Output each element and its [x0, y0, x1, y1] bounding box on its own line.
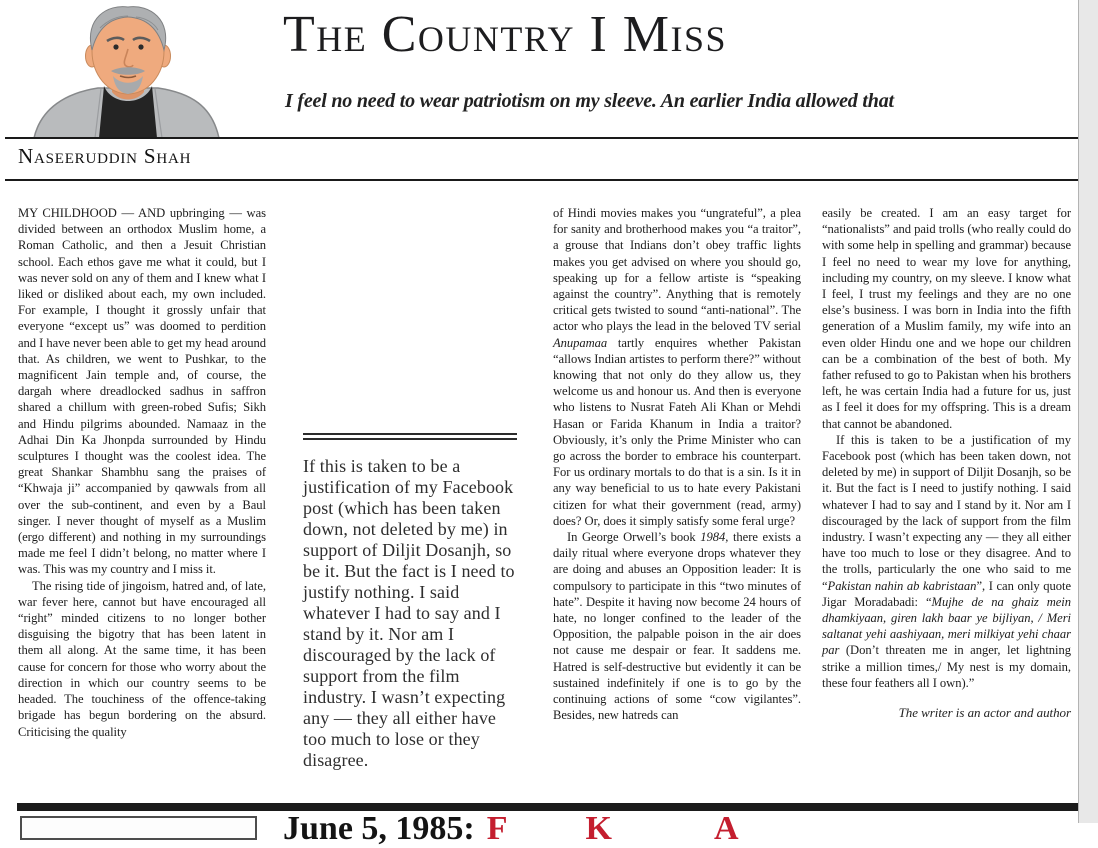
headline-fragment: A	[713, 810, 739, 847]
headline-fragment: F	[486, 810, 508, 847]
pull-quote-rule-top	[303, 433, 517, 435]
rule-under-portrait	[5, 137, 1078, 139]
paragraph: of Hindi movies makes you “ungrateful”, a plea for sanity and brotherhood makes you “a traitor”, a grouse that Indians don’t obey traffic lights makes you get advised on where you should go, speaking up for a fellow artiste is “speaking against the country”. Anything that is remotely critical gets twisted to sound “anti-national”. The actor who plays the lead in the beloved TV serial Anupamaa tartly enquires whether Pakistan “allows Indian artistes to perform there?” without knowing that not only do they allow us, they welcome us and honour us. And then is everyone who listens to Nusrat Fateh Ali Khan or Mehdi Hasan or Farida Khanum in India a traitor? Obviously, it’s only the Prime Minister who can go across the border to embrace his counterpart. For us ordinary mortals to do that is a sin. Is it in any way beneficial to us to hate every Pakistani citizen for what their government (read, army) does? Or, does it simply satisfy some feral urge?	[553, 206, 801, 528]
writer-credit: The writer is an actor and author	[898, 705, 1071, 721]
pull-quote-text: If this is taken to be a justification of my Facebook post (which has been taken down, not deleted by me) in support of Diljit Dosanjh, so be it. But the fact is I need to justify nothing. I said whatever I had to say and I stand by it. Nor am I discouraged by the lack of support from the film industry. I wasn’t expecting any — they all either have too much to lose or they disagree.	[303, 456, 515, 770]
pull-quote-block	[303, 433, 517, 771]
headline-fragment: K	[585, 810, 612, 847]
paragraph: If this is taken to be a justification of my Facebook post (which has been taken down, not deleted by me) in support of Diljit Dosanjh, so be it. But the fact is I need to justify nothing. I said whatever I had to say and I stand by it. Nor am I discouraged by the lack of support from the film industry. I wasn’t expecting any — they all either have too much to lose or they disagree. And to the trolls, particularly the one who said to me “Pakistan nahin ab kabristaan”, I can only quote Jigar Moradabadi: “Mujhe de na ghaiz mein dhamkiyaan, giren lakh baar ye bijliyan, / Meri saltanat yehi aashiyaan, meri milkiyat yehi chaar par (Don’t threaten me in anger, let lightning strike a million times,/ My nest is my domain, these four feathers all I own).”	[822, 432, 1072, 690]
paragraph: The rising tide of jingoism, hatred and, of late, war fever here, cannot but have encouraged all “right” minded citizens to no longer bother disguising the bigotry that has been latent in them all along. At the same time, it has been cause for concern for those who worry about the direction in which our country seems to be headed. The touchiness of the offence-taking brigade has begun bordering on the absurd. Criticising the quality	[18, 578, 266, 739]
body-column-4	[822, 205, 1071, 787]
rule-under-byline	[5, 179, 1078, 181]
paragraph: easily be created. I am an easy target for “nationalists” and paid trolls (who really could do with some help in spelling and grammar) because I feel no need to wear my love for anything, including my country, on my sleeve. I know what I feel, I trust my feelings and they are no one else’s business. I was born in India into the fifth generation of a Muslim family, my wife into an even older Hindu one and we hope our children can be a combination of the best of both. My father refused to go to Pakistan when his brothers left, he was certain India had a future for us, just as I feel it does for my offspring. This is a dream that cannot be abandoned.	[822, 206, 1071, 431]
next-article-photo-box	[20, 816, 257, 840]
paragraph: In George Orwell’s book 1984, there exists a daily ritual where everyone drops whatever they are doing and abuses an Opposition leader: It is compulsory to participate in this “two minutes of hate”. Despite it having now become 24 hours of hate, no longer confined to the leader of the Opposition, the palpable poison in the air does not cause me despair or fear. It saddens me. Hatred is self-destructive but evidently it can be sustained indefinitely if one is to go by the continuing actions of some “cow vigilantes”. Besides, new hatreds can	[553, 530, 801, 723]
paragraph: MY CHILDHOOD — AND upbringing — was divided between an orthodox Muslim home, a Roman Catholic, and then a Jesuit Christian school. Each ethos gave me what it could, but I was never sold on any of them and I knew what I liked or disliked about each, my own included. For example, I thought it grossly unfair that everyone “except us” was doomed to perdition and I have never been able to get my head around that. As children, we went to Pushkar, to the magnificent Jain temple and, of course, the dargah where dreadlocked sadhus in saffron shared a chillum with green-robed Sufis; Sikh and Hindu pilgrims abounded. Namaaz in the Adhai Din Ka Jhonpda surrounded by Hindu sculptures I thought was the coolest idea. The great Shankar Shambhu sang the praises of “Khwaja ji” accompanied by qawwals from all over the sub-continent, and even by a Baul singer. I never thought of myself as a Muslim (ergo different) and nothing in my surroundings made me feel I didn’t belong, no matter where I was. This was my country and I miss it.	[18, 206, 266, 577]
pull-quote-rule-bottom	[303, 438, 517, 440]
next-article-date: June 5, 1985:	[283, 810, 475, 847]
next-article-headline	[283, 810, 739, 848]
body-column-1	[18, 205, 266, 787]
article-title: The Country I Miss	[283, 6, 728, 63]
author-portrait-illustration	[8, 4, 236, 138]
body-column-3	[553, 205, 801, 787]
page-edge-strip	[1078, 0, 1098, 823]
article-subtitle: I feel no need to wear patriotism on my sleeve. An earlier India allowed that	[285, 90, 894, 112]
portrait-drawing	[8, 4, 236, 138]
author-byline: Naseeruddin Shah	[18, 144, 192, 168]
